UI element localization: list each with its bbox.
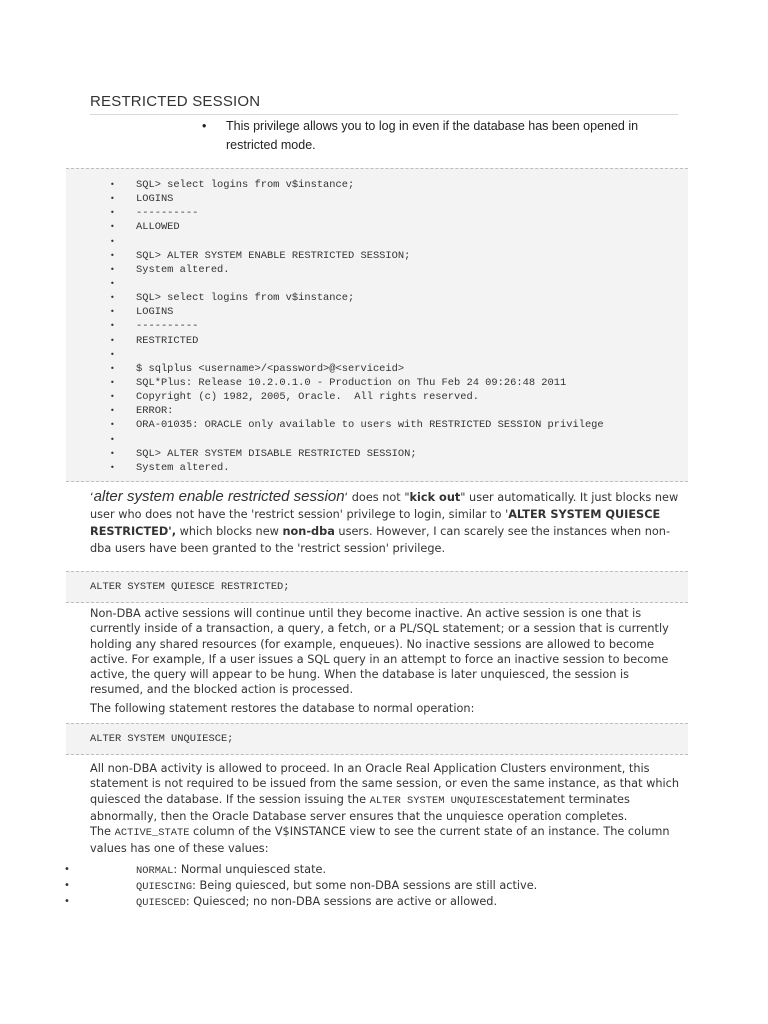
state-code: QUIESCING bbox=[136, 881, 193, 893]
code-text: SQL> select logins from v$instance; bbox=[136, 292, 355, 305]
enable-restricted-command: alter system enable restricted session bbox=[93, 488, 345, 505]
quiesce-explanation: Non-DBA active sessions will continue until they become inactive. An active session is one that is currently inside of a transaction, a query, a fetch, or a PL/SQL statement; or a session that is currently holding any shared resources (for example, enqueues). No inactive sessions are allowed to become active. For example, If a user issues a SQL query in an attempt to force an inactive session to become active, the query will appear to be hung. When the database is later unquiesced, the session is resumed, and the blocked action is processed. bbox=[90, 607, 669, 697]
bullet-icon: • bbox=[110, 264, 115, 274]
unquiesce-text: All non-DBA activity is allowed to proceed. In an Oracle Real Application Clusters environment, this statement is not required to be issued from the same session, or even the same instance, as that which quiesced the database. If the session issuing the bbox=[90, 762, 680, 806]
close-quote: ‘ bbox=[344, 491, 349, 504]
privilege-text: This privilege allows you to log in even if the database has been opened in restricted mode. bbox=[226, 119, 639, 152]
quiesce-term: ALTER SYSTEM QUIESCE RESTRICTED', bbox=[90, 508, 661, 538]
unquiesce-text: column of the bbox=[189, 825, 275, 839]
code-text: ORA-01035: ORACLE only available to users with RESTRICTED SESSION privilege bbox=[136, 419, 604, 432]
state-code: QUIESCED bbox=[136, 897, 186, 909]
bullet-icon: • bbox=[110, 448, 115, 458]
code-text: ---------- bbox=[136, 207, 199, 220]
inline-code: ACTIVE_STATE bbox=[114, 827, 190, 840]
bullet-icon: • bbox=[110, 392, 115, 402]
code-text: ALLOWED bbox=[136, 221, 180, 234]
state-desc: : Being quiesced, but some non-DBA sessions are still active. bbox=[192, 879, 538, 892]
bullet-icon: • bbox=[110, 377, 115, 387]
code-text: SQL*Plus: Release 10.2.0.1.0 - Production on Thu Feb 24 09:26:48 2011 bbox=[136, 376, 567, 389]
bullet-icon: • bbox=[110, 307, 115, 317]
quiesce-code-block bbox=[66, 571, 688, 603]
bullet-icon: • bbox=[64, 864, 70, 875]
sql-session-code-block bbox=[66, 168, 688, 482]
unquiesce-text: The bbox=[90, 825, 115, 839]
quiesce-statement: ALTER SYSTEM QUIESCE RESTRICTED; bbox=[90, 581, 290, 593]
code-text: $ sqlplus <username>/<password>@<serviceid> bbox=[136, 362, 405, 375]
bullet-icon: • bbox=[110, 349, 115, 359]
bullet-icon: • bbox=[110, 321, 115, 331]
state-values-list bbox=[64, 862, 664, 910]
code-text: SQL> select logins from v$instance; bbox=[136, 179, 355, 191]
list-item bbox=[64, 894, 664, 910]
code-text: System altered. bbox=[136, 263, 230, 276]
bullet-icon: • bbox=[110, 222, 115, 232]
bullet-icon: • bbox=[110, 250, 115, 260]
unquiesce-explanation bbox=[90, 761, 680, 857]
kick-out-term: kick out bbox=[409, 491, 461, 504]
section-heading: RESTRICTED SESSION bbox=[90, 93, 261, 110]
unquiesce-statement: ALTER SYSTEM UNQUIESCE; bbox=[90, 733, 234, 745]
bullet-icon: • bbox=[110, 406, 115, 416]
code-text: SQL> ALTER SYSTEM ENABLE RESTRICTED SESSION; bbox=[136, 249, 411, 262]
code-text: Copyright (c) 1982, 2005, Oracle. All rights reserved. bbox=[136, 391, 479, 404]
code-text: RESTRICTED bbox=[136, 334, 199, 347]
list-item bbox=[64, 878, 664, 894]
bullet-icon: • bbox=[110, 278, 115, 288]
explanation-text: which blocks new bbox=[176, 525, 283, 538]
code-text: SQL> ALTER SYSTEM DISABLE RESTRICTED SESSION; bbox=[136, 447, 417, 460]
code-text: ERROR: bbox=[136, 405, 174, 418]
code-text: LOGINS bbox=[136, 306, 174, 319]
bullet-icon: • bbox=[110, 194, 115, 204]
heading-divider bbox=[90, 114, 678, 115]
list-item bbox=[64, 862, 664, 878]
bullet-icon: • bbox=[110, 363, 115, 373]
bullet-icon: • bbox=[110, 236, 115, 246]
state-code: NORMAL bbox=[136, 865, 174, 877]
code-text: System altered. bbox=[136, 461, 230, 474]
bullet-icon: • bbox=[202, 119, 207, 133]
bullet-icon: • bbox=[110, 462, 115, 472]
privilege-note bbox=[202, 117, 672, 155]
inline-code-plain: V$INSTANCE bbox=[274, 825, 346, 839]
explanation-text: " user automatically. It just blocks new user who does not have the 'restrict session' privilege to login, similar to ' bbox=[90, 491, 679, 521]
unquiesce-code-block bbox=[66, 723, 688, 755]
bullet-icon: • bbox=[110, 434, 115, 444]
bullet-icon: • bbox=[64, 880, 70, 891]
bullet-icon: • bbox=[110, 335, 115, 345]
non-dba-term: non-dba bbox=[282, 525, 335, 538]
bullet-icon: • bbox=[64, 896, 70, 907]
open-quote: ‘ bbox=[90, 491, 94, 504]
unquiesce-text: view to see the current state of an instance. The column values has one of these values: bbox=[90, 825, 670, 856]
bullet-icon: • bbox=[110, 208, 115, 218]
explanation-text: does not " bbox=[348, 491, 410, 504]
state-desc: : Normal unquiesced state. bbox=[173, 863, 327, 876]
state-desc: : Quiesced; no non-DBA sessions are active or allowed. bbox=[185, 895, 498, 908]
bullet-icon: • bbox=[110, 293, 115, 303]
unquiesce-text: statement terminates abnormally, then the Oracle Database server ensures that the unquiesce operation completes. bbox=[90, 792, 630, 823]
restricted-session-explanation bbox=[90, 488, 680, 557]
explanation-text: users. However, I can scarely see the instances when non-dba users have been granted to the 'restrict session' privilege. bbox=[90, 525, 671, 555]
bullet-icon: • bbox=[110, 180, 115, 189]
code-text: LOGINS bbox=[136, 193, 174, 206]
bullet-icon: • bbox=[110, 420, 115, 430]
restore-intro: The following statement restores the database to normal operation: bbox=[90, 702, 475, 715]
code-text: ---------- bbox=[136, 320, 199, 333]
inline-code: ALTER SYSTEM UNQUIESCE bbox=[369, 794, 507, 807]
